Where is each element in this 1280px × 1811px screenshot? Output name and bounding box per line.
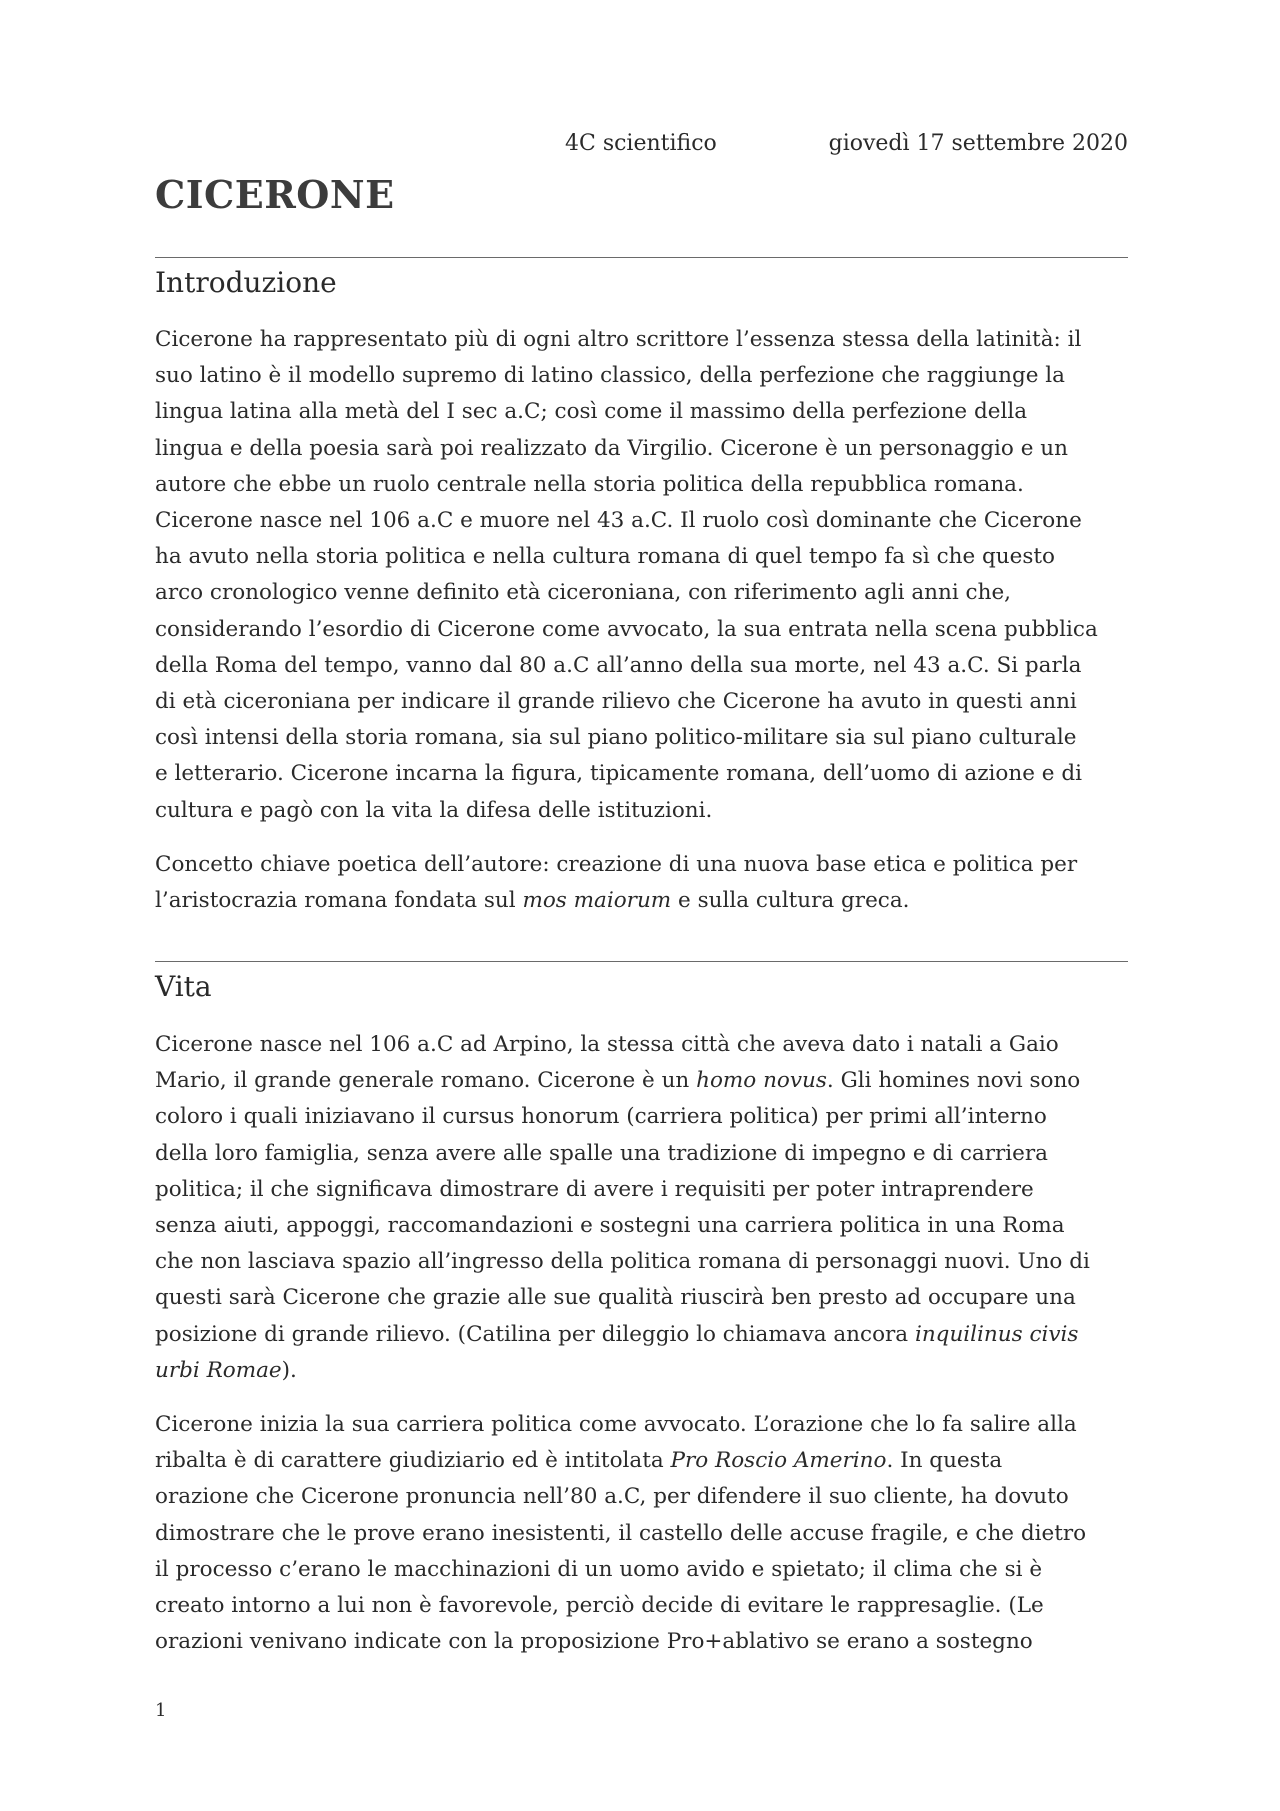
text-line (155, 1063, 1080, 1099)
latin-term: inquilinus civis (914, 1321, 1079, 1347)
text-run: l’aristocrazia romana fondata sul (155, 888, 523, 914)
text-line: che non lasciava spazio all’ingresso della politica romana di personaggi nuovi. Uno di (155, 1249, 1090, 1275)
section-divider (155, 961, 1128, 962)
text-line: il processo c’erano le macchinazioni di un uomo avido e spietato; il clima che si è (155, 1556, 1043, 1582)
text-line: Cicerone nasce nel 106 a.C e muore nel 43 a.C. Il ruolo così dominante che Cicerone (155, 508, 1082, 534)
text-line: politica; il che significava dimostrare di avere i requisiti per poter intraprendere (155, 1176, 1034, 1202)
text-line: di età ciceroniana per indicare il grande rilievo che Cicerone ha avuto in questi anni (155, 689, 1077, 715)
text-line: Cicerone nasce nel 106 a.C ad Arpino, la stessa città che aveva dato i natali a Gaio (155, 1032, 1059, 1057)
text-line: lingua latina alla metà del I sec a.C; così come il massimo della perfezione della (155, 399, 1028, 425)
latin-term: mos maiorum (522, 888, 672, 914)
vita-text (155, 1027, 1130, 1660)
text-line: e letterario. Cicerone incarna la figura, tipicamente romana, dell’uomo di azione e di (155, 761, 1082, 787)
text-line: Cicerone ha rappresentato più di ogni altro scrittore l’essenza stessa della latinità: il (155, 327, 1082, 352)
section-heading-introduzione: Introduzione (155, 266, 337, 299)
vita-paragraph-1 (155, 1027, 1130, 1389)
text-run: posizione di grande rilievo. (Catilina per dileggio lo chiamava ancora (155, 1321, 915, 1347)
text-line: senza aiuti, appoggi, raccomandazioni e sostegni una carriera politica in una Roma (155, 1213, 1065, 1239)
text-line: orazione che Cicerone pronuncia nell’80 a.C, per difendere il suo cliente, ha dovuto (155, 1484, 1069, 1510)
text-run: ribalta è di carattere giudiziario ed è intitolata (155, 1448, 671, 1474)
text-line: arco cronologico venne definito età ciceroniana, con riferimento agli anni che, (155, 580, 1012, 606)
text-line: dimostrare che le prove erano inesistenti, il castello delle accuse fragile, e che dietro (155, 1520, 1087, 1546)
class-label: 4C scientifico (565, 131, 717, 156)
text-run: Mario, il grande generale romano. Cicerone è un (155, 1068, 697, 1094)
text-line: ha avuto nella storia politica e nella cultura romana di quel tempo fa sì che questo (155, 544, 1055, 570)
vita-paragraph-2 (155, 1407, 1130, 1660)
text-line: Cicerone inizia la sua carriera politica come avvocato. L’orazione che lo fa salire alla (155, 1412, 1077, 1438)
text-line: cultura e pagò con la vita la difesa delle istituzioni. (155, 797, 713, 823)
date-label: giovedì 17 settembre 2020 (828, 131, 1128, 156)
text-line: orazioni venivano indicate con la proposizione Pro+ablativo se erano a sostegno (155, 1629, 1033, 1655)
latin-term: homo novus (696, 1068, 827, 1094)
section-heading-vita: Vita (155, 970, 212, 1003)
text-line: lingua e della poesia sarà poi realizzato da Virgilio. Cicerone è un personaggio e un (155, 435, 1068, 461)
intro-paragraph-2 (155, 847, 1130, 919)
text-line: considerando l’esordio di Cicerone come avvocato, la sua entrata nella scena pubblica (155, 616, 1098, 642)
document-title: CICERONE (155, 172, 395, 217)
text-line (155, 1443, 1002, 1479)
text-line: della loro famiglia, senza avere alle spalle una tradizione di impegno e di carriera (155, 1140, 1048, 1166)
text-run: . In questa (886, 1448, 1003, 1474)
text-run: ). (281, 1357, 297, 1383)
text-line: creato intorno a lui non è favorevole, perciò decide di evitare le rappresaglie. (Le (155, 1593, 1044, 1619)
intro-paragraph-1 (155, 322, 1130, 829)
text-line: suo latino è il modello supremo di latino classico, della perfezione che raggiunge la (155, 363, 1065, 389)
latin-term: Pro Roscio Amerino (670, 1448, 887, 1474)
text-line: così intensi della storia romana, sia sul piano politico-militare sia sul piano culturale (155, 725, 1077, 751)
text-run: e sulla cultura greca. (671, 888, 910, 914)
section-divider (155, 257, 1128, 258)
intro-text (155, 322, 1130, 919)
text-line (155, 1317, 1078, 1353)
text-run: . Gli homines novi sono (826, 1068, 1081, 1094)
text-line (155, 1353, 297, 1389)
page-number: 1 (155, 1700, 167, 1721)
text-line: autore che ebbe un ruolo centrale nella storia politica della repubblica romana. (155, 471, 1024, 497)
text-line: questi sarà Cicerone che grazie alle sue qualità riuscirà ben presto ad occupare una (155, 1285, 1076, 1311)
text-line: Concetto chiave poetica dell’autore: creazione di una nuova base etica e politica per (155, 851, 1078, 877)
text-line (155, 883, 910, 919)
latin-term: urbi Romae (155, 1357, 282, 1383)
text-line: coloro i quali iniziavano il cursus honorum (carriera politica) per primi all’interno (155, 1104, 1047, 1130)
text-line: della Roma del tempo, vanno dal 80 a.C all’anno della sua morte, nel 43 a.C. Si parla (155, 652, 1082, 678)
